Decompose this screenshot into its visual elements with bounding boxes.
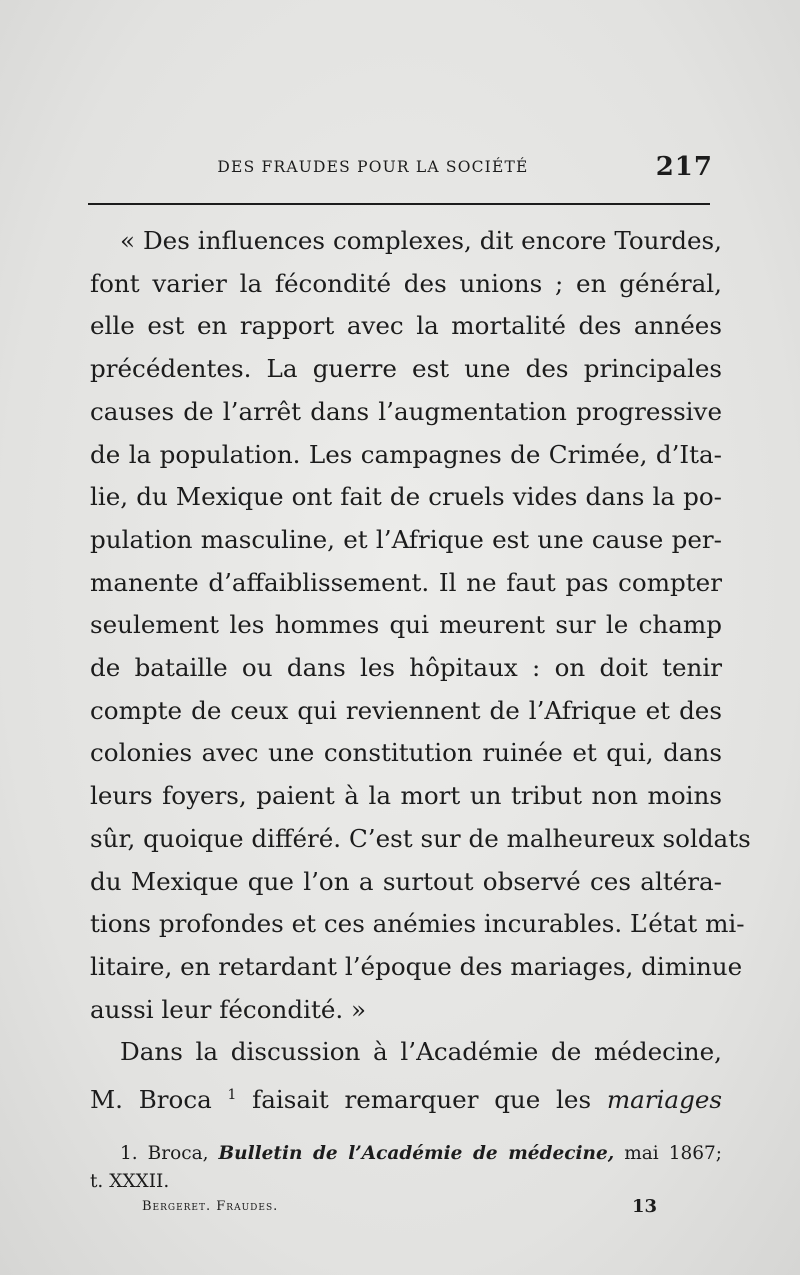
running-head	[88, 150, 713, 184]
text-line: précédentes. La guerre est une des principales	[90, 354, 722, 384]
footnote-reference: 1	[227, 1087, 237, 1104]
text-line: « Des influences complexes, dit encore Tourdes,	[120, 226, 722, 255]
text-line: pulation masculine, et l’Afrique est une cause per-	[90, 524, 722, 554]
text-line: du Mexique que l’on a surtout observé ces altéra-	[90, 866, 722, 896]
running-title: DES FRAUDES POUR LA SOCIÉTÉ	[217, 158, 529, 176]
page-number: 217	[655, 152, 713, 182]
header-rule	[88, 203, 710, 205]
text-line: sûr, quoique différé. C’est sur de malheureux soldats	[90, 823, 751, 853]
footnote-line: t. XXXII.	[90, 1171, 170, 1192]
text-line: de la population. Les campagnes de Crimée, d’Ita-	[90, 439, 722, 469]
text-line: litaire, en retardant l’époque des mariages, diminue	[90, 951, 743, 981]
text-line: de bataille ou dans les hôpitaux : on doit tenir	[90, 653, 722, 683]
text-line: Dans la discussion à l’Académie de médecine,	[120, 1037, 722, 1067]
body-text	[90, 220, 751, 1122]
text-line: font varier la fécondité des unions ; en général,	[90, 268, 722, 298]
footnote-date: mai 1867;	[624, 1143, 723, 1164]
remark-text: faisait remarquer que les	[252, 1085, 592, 1115]
footnote-title: Bulletin de l’Académie de médecine,	[218, 1143, 615, 1164]
text-line-last	[90, 1074, 722, 1122]
text-line: seulement les hommes qui meurent sur le champ	[90, 610, 722, 640]
text-line: elle est en rapport avec la mortalité des années	[90, 311, 722, 341]
broca-text: M. Broca	[90, 1085, 212, 1115]
signature-number: 13	[632, 1196, 658, 1217]
text-line: tions profondes et ces anémies incurables. L’état mi-	[90, 909, 745, 939]
footnote-number: 1.	[120, 1143, 138, 1164]
signature-mark: Bergeret. Fraudes.	[142, 1199, 279, 1214]
text-line: manente d’affaiblissement. Il ne faut pas compter	[90, 567, 722, 597]
text-line: lie, du Mexique ont fait de cruels vides dans la po-	[90, 482, 722, 512]
text-line: colonies avec une constitution ruinée et qui, dans	[90, 738, 722, 768]
text-line: causes de l’arrêt dans l’augmentation progressive	[90, 396, 722, 426]
footnote-line	[90, 1140, 722, 1168]
text-line: leurs foyers, paient à la mort un tribut non moins	[90, 781, 722, 811]
text-line: compte de ceux qui reviennent de l’Afrique et des	[90, 695, 722, 725]
text-line: aussi leur fécondité. »	[90, 994, 367, 1024]
footnotes	[90, 1140, 722, 1196]
italic-word: mariages	[606, 1085, 722, 1115]
footnote-author: Broca,	[147, 1143, 209, 1164]
